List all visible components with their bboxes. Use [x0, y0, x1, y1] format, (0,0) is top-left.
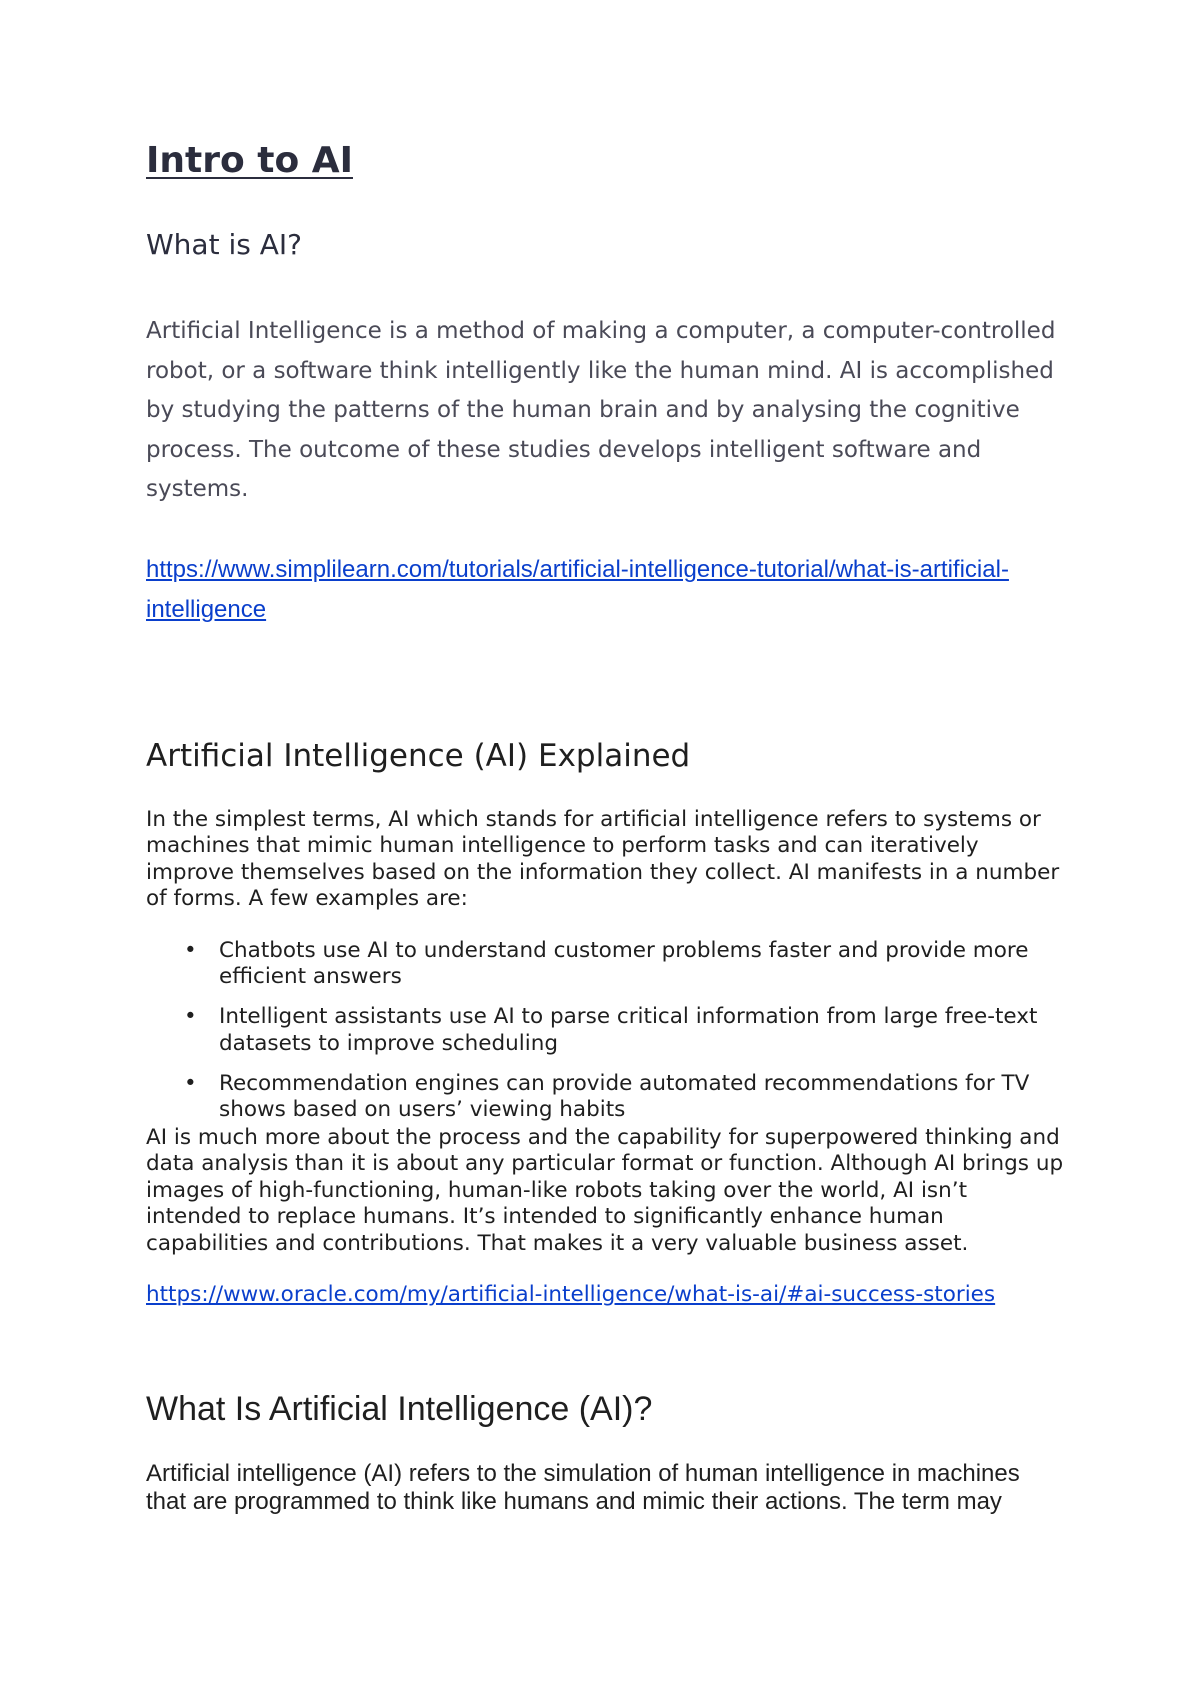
list-item — [146, 1004, 1066, 1057]
section-heading-what-is-ai: What is AI? — [146, 228, 303, 261]
list-item-text: Intelligent assistants use AI to parse critical information from large free-text datasets to improve scheduling — [219, 1004, 1038, 1056]
simplilearn-link[interactable]: https://www.simplilearn.com/tutorials/artificial-intelligence-tutorial/what-is-artificial-intelligence — [146, 556, 1009, 623]
examples-list — [146, 938, 1066, 1137]
intro-paragraph: Artificial Intelligence is a method of making a computer, a computer-controlled robot, or a software think intelligently like the human mind. AI is accomplished by studying the patterns of the human brain and by analysing the cognitive process. The outcome of these studies develops intelligent software and systems. — [146, 318, 1056, 502]
source-link-container — [146, 1282, 995, 1308]
list-item-text: Chatbots use AI to understand customer problems faster and provide more efficient answers — [219, 938, 1029, 990]
document-title: Intro to AI — [146, 140, 353, 181]
section-heading-what-is-artificial-intelligence: What Is Artificial Intelligence (AI)? — [146, 1390, 653, 1428]
bullet-icon: • — [184, 1070, 197, 1096]
list-item — [146, 938, 1066, 991]
bullet-icon: • — [184, 938, 197, 963]
explained-paragraph: In the simplest terms, AI which stands for artificial intelligence refers to systems or machines that mimic human intelligence to perform tasks and can iteratively improve themselves based on the information they collect. AI manifests in a number of forms. A few examples are: — [146, 807, 1060, 912]
list-item — [146, 1071, 1066, 1124]
oracle-link[interactable]: https://www.oracle.com/my/artificial-intelligence/what-is-ai/#ai-success-stories — [146, 1282, 996, 1307]
ai-capabilities-paragraph: AI is much more about the process and the capability for superpowered thinking and data analysis than it is about any particular format or function. Although AI brings up images of high-functioning, human-like robots taking over the world, AI isn’t intended to replace humans. It’s intended to significantly enhance human capabilities and contributions. That makes it a very valuable business asset. — [146, 1125, 1064, 1256]
bullet-icon: • — [184, 1004, 197, 1030]
source-link-container — [146, 550, 1076, 629]
section-heading-ai-explained: Artificial Intelligence (AI) Explained — [146, 738, 691, 774]
list-item-text: Recommendation engines can provide automated recommendations for TV shows based on users’ viewing habits — [219, 1070, 1030, 1123]
definition-paragraph: Artificial intelligence (AI) refers to the simulation of human intelligence in machines that are programmed to think like humans and mimic their actions. The term may — [146, 1460, 1020, 1515]
